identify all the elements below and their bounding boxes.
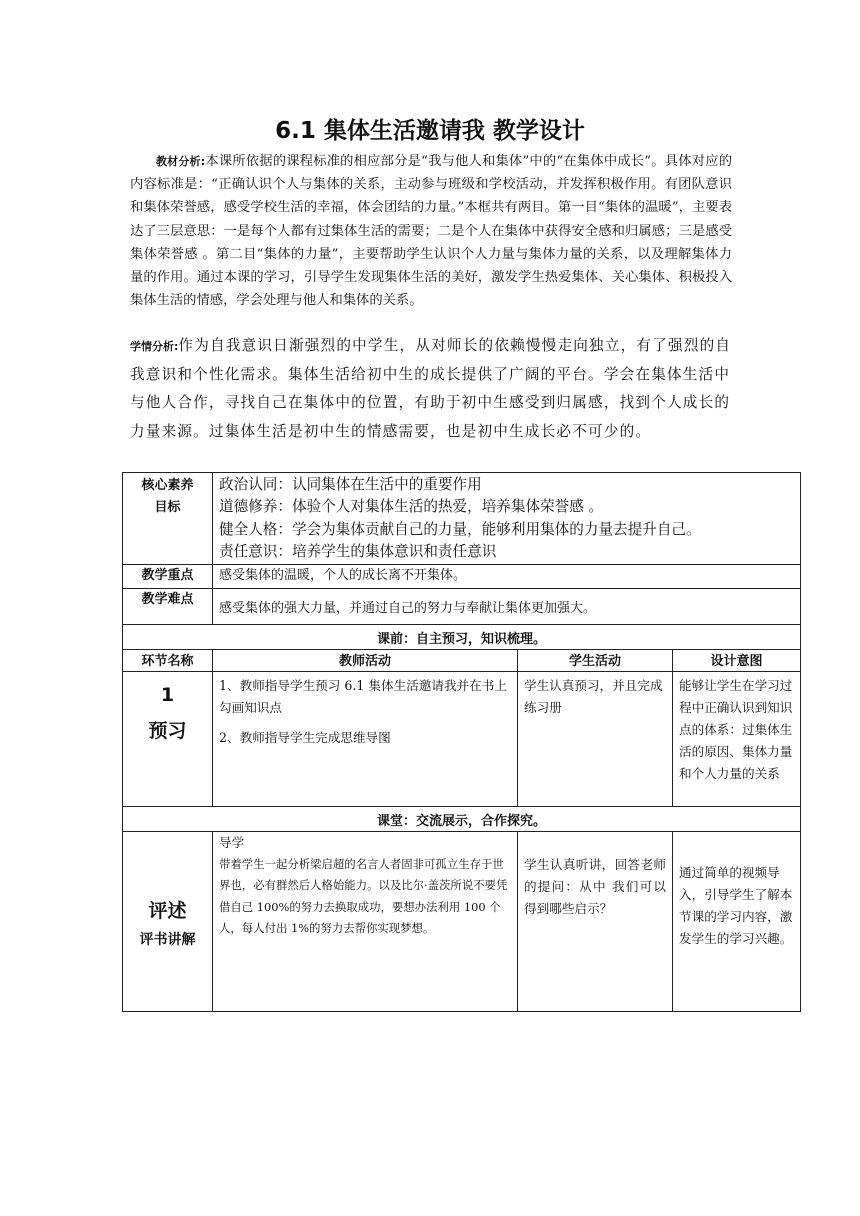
goals-row xyxy=(123,473,801,565)
goal-item: 道德修养：体验个人对集体生活的热爱，培养集体荣誉感 。 xyxy=(219,498,604,516)
student-analysis-paragraph xyxy=(130,332,734,446)
preview-row xyxy=(123,672,801,807)
goals-content xyxy=(213,473,801,565)
section-in-class: 课堂：交流展示，合作探究。 xyxy=(123,807,801,832)
section-pre-class: 课前：自主预习，知识梳理。 xyxy=(123,625,801,650)
textbook-analysis-text: 本课所依据的课程标准的相应部分是“我与他人和集体”中的“在集体中成长”。具体对应的内容标准是：“正确认识个人与集体的关系，主动参与班级和学校活动，并发挥积极作用。有团队意识和集体荣誉感，感受学校生活的幸福，体会团结的力量。”本框共有两目。第一目“集体的温暖”，主要表达了三层意思：一是每个人都有过集体生活的需要；二是个人在集体中获得安全感和归属感；三是感受集体荣誉感 。第二目“集体的力量”，主要帮助学生认识个人力量与集体力量的关系，以及理解集体力量的作用。通过本课的学习，引导学生发现集体生活的美好，激发学生热爱集体、关心集体、积极投入集体生活的情感，学会处理与他人和集体的关系。 xyxy=(130,154,732,309)
student-analysis-text: 作为自我意识日渐强烈的中学生，从对师长的依赖慢慢走向独立，有了强烈的自我意识和个性化需求。集体生活给初中生的成长提供了广阔的平台。学会在集体生活中与他人合作，寻找自己在集体中的位置，有助于初中生感受到归属感，找到个人成长的力量来源。过集体生活是初中生的情感需要，也是初中生成长必不可少的。 xyxy=(130,337,732,440)
review-teacher-activity xyxy=(213,832,518,1012)
teacher-step: 1、教师指导学生预习 6.1 集体生活邀请我并在书上勾画知识点 xyxy=(219,678,507,715)
table-header-row xyxy=(123,650,801,672)
goals-label-line2: 目标 xyxy=(154,500,181,515)
review-stage-cell xyxy=(123,832,213,1012)
preview-stage-number: 1 xyxy=(160,684,175,706)
difficulty-label: 教学难点 xyxy=(123,589,213,625)
goal-item: 健全人格：学会为集体贡献自己的力量，能够利用集体的力量去提升自己。 xyxy=(219,520,701,538)
review-design-intent: 通过简单的视频导入，引导学生了解本节课的学习内容，激发学生的学习兴趣。 xyxy=(673,832,801,1012)
student-analysis-label: 学情分析: xyxy=(130,340,179,353)
header-stage: 环节名称 xyxy=(123,650,213,672)
preview-design-intent: 能够让学生在学习过程中正确认识到知识点的体系：过集体生活的原因、集体力量和个人力量的关系 xyxy=(673,672,801,807)
header-intent: 设计意图 xyxy=(673,650,801,672)
page-title: 6.1 集体生活邀请我 教学设计 xyxy=(275,118,585,144)
review-stage-name: 评述 xyxy=(148,900,187,922)
preview-stage-name: 预习 xyxy=(148,720,187,742)
review-teacher-text: 带着学生一起分析梁启超的名言人者固非可孤立生存于世界也，必有群然后人格始能力。以及比尔·盖茨所说不要凭借自己 100%的努力去换取成功，要想办法利用 100 个人，每人付出 1%的努力去帮你实现梦想。 xyxy=(219,856,508,936)
review-student-activity: 学生认真听讲，回答老师的提问：从中 我们可以得到哪些启示？ xyxy=(518,832,673,1012)
lesson-plan-table xyxy=(122,472,801,1012)
goals-label xyxy=(123,473,213,565)
teacher-step: 2、教师指导学生完成思维导图 xyxy=(219,730,391,745)
review-row xyxy=(123,832,801,1012)
header-student: 学生活动 xyxy=(518,650,673,672)
section-pre-class-row xyxy=(123,625,801,650)
difficulty-text: 感受集体的强大力量，并通过自己的努力与奉献让集体更加强大。 xyxy=(213,589,801,625)
key-point-row xyxy=(123,565,801,589)
textbook-analysis-paragraph xyxy=(130,150,732,312)
textbook-analysis-label: 教材分析: xyxy=(156,155,206,168)
goals-label-line1: 核心素养 xyxy=(141,478,194,493)
key-point-label: 教学重点 xyxy=(123,565,213,589)
preview-teacher-activity xyxy=(213,672,518,807)
review-stage-subname: 评书讲解 xyxy=(139,932,196,948)
goal-item: 责任意识：培养学生的集体意识和责任意识 xyxy=(219,543,497,561)
section-in-class-row xyxy=(123,807,801,832)
review-teacher-title: 导学 xyxy=(219,835,245,850)
preview-stage-cell xyxy=(123,672,213,807)
preview-student-activity: 学生认真预习，并且完成练习册 xyxy=(518,672,673,807)
goal-item: 政治认同：认同集体在生活中的重要作用 xyxy=(219,476,482,493)
key-point-text: 感受集体的温暖，个人的成长离不开集体。 xyxy=(213,565,801,589)
difficulty-row xyxy=(123,589,801,625)
header-teacher: 教师活动 xyxy=(213,650,518,672)
